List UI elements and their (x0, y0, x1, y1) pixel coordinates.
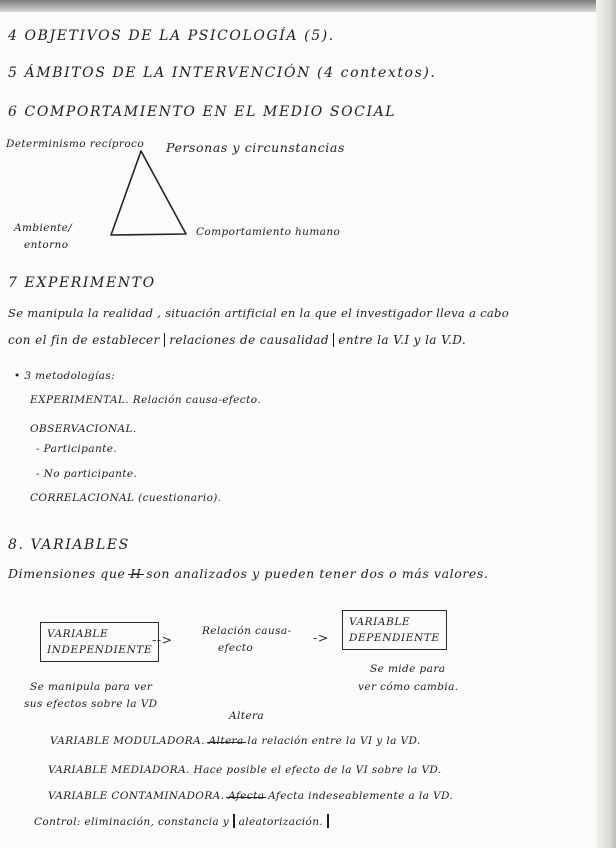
metodologias-bullet: • 3 metodologías: (14, 370, 116, 382)
moduladora-b: la relación entre la VI y la VD. (247, 735, 421, 747)
vi-note-1: Se manipula para ver (30, 681, 153, 693)
relation-label-2: efecto (218, 642, 254, 654)
def-part-1: con el fin de establecer (8, 333, 160, 347)
triangle-top-label: Personas y circunstancias (166, 140, 345, 155)
experimento-def-line1: Se manipula la realidad , situación artificial en la que el investigador lleva a cabo (8, 306, 509, 320)
variable-moduladora (50, 735, 421, 747)
variables-def-b: son analizados y pueden tener dos o más valores. (146, 566, 489, 581)
vi-box-line1: VARIABLE (47, 628, 109, 640)
def-part-2: relaciones de causalidad (169, 333, 329, 347)
contaminadora-a: VARIABLE CONTAMINADORA. (48, 790, 225, 802)
divider-mark (233, 814, 235, 828)
arrow-vi-to-relation: --> (152, 632, 173, 647)
vi-box-line2: INDEPENDIENTE (47, 644, 153, 656)
metodologia-experimental: EXPERIMENTAL. Relación causa-efecto. (30, 394, 261, 406)
divider-mark (327, 814, 329, 828)
control-b: aleatorización. (238, 816, 324, 828)
def-part-3: entre la V.I y la V.D. (338, 333, 467, 347)
heading-experimento: 7 EXPERIMENTO (8, 275, 156, 291)
metodologia-observacional: OBSERVACIONAL. (30, 423, 137, 435)
variables-def-a: Dimensiones que (8, 566, 126, 581)
heading-variables: 8. VARIABLES (8, 537, 130, 553)
divider-mark (333, 333, 335, 347)
heading-ambitos: 5 ÁMBITOS DE LA INTERVENCIÓN (4 contextos). (8, 65, 437, 81)
vd-note-1: Se mide para (370, 663, 446, 675)
struck-afecta: Afecta (228, 790, 265, 802)
triangle-right-label: Comportamiento humano (196, 226, 341, 238)
control-line (34, 814, 333, 828)
vd-box-line2: DEPENDIENTE (349, 632, 440, 644)
divider-mark (164, 333, 166, 347)
vd-box-line1: VARIABLE (349, 616, 411, 628)
triangle-left-label-2: entorno (24, 239, 69, 251)
variables-definition (8, 566, 489, 581)
contaminadora-b: Afecta indeseablemente a la VD. (268, 790, 454, 802)
heading-comportamiento: 6 COMPORTAMIENTO EN EL MEDIO SOCIAL (8, 104, 397, 120)
determinismo-label: Determinismo recíproco (6, 138, 145, 150)
observacional-participante: - Participante. (36, 443, 118, 455)
struck-word: H (130, 566, 142, 581)
experimento-def-line2 (8, 333, 466, 347)
heading-objetivos: 4 OBJETIVOS DE LA PSICOLOGÍA (5). (8, 28, 335, 44)
altera-correction: Altera (229, 710, 265, 722)
variable-mediadora: VARIABLE MEDIADORA. Hace posible el efecto de la VI sobre la VD. (48, 764, 442, 776)
vi-note-2: sus efectos sobre la VD (24, 698, 158, 710)
independent-variable-box (40, 622, 159, 662)
triangle-left-label-1: Ambiente/ (14, 222, 73, 234)
arrow-relation-to-vd: -> (313, 630, 329, 645)
struck-altera: Altera (208, 735, 244, 747)
control-a: Control: eliminación, constancia y (34, 816, 230, 828)
vd-note-2: ver cómo cambia. (358, 681, 459, 693)
relation-label-1: Relación causa- (202, 625, 292, 637)
metodologia-correlacional: CORRELACIONAL (cuestionario). (30, 492, 222, 504)
variable-contaminadora (48, 790, 453, 802)
dependent-variable-box (342, 610, 447, 650)
observacional-no-participante: - No participante. (36, 468, 138, 480)
moduladora-a: VARIABLE MODULADORA. (50, 735, 205, 747)
